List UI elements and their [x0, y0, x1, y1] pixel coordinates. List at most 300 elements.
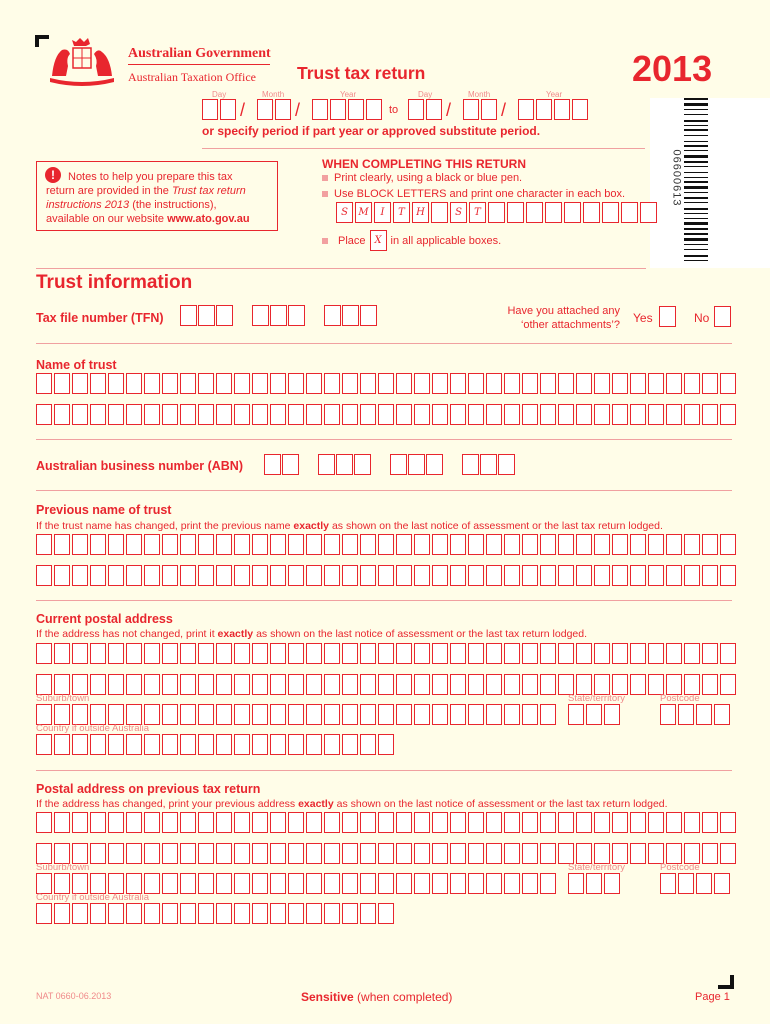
char-box[interactable]: [234, 565, 250, 586]
char-box[interactable]: [630, 565, 646, 586]
char-box[interactable]: [396, 404, 412, 425]
char-box[interactable]: [72, 903, 88, 924]
char-box[interactable]: [288, 903, 304, 924]
char-box[interactable]: [396, 643, 412, 664]
char-box[interactable]: [540, 404, 556, 425]
char-box[interactable]: [306, 734, 322, 755]
char-box[interactable]: [612, 643, 628, 664]
char-box[interactable]: [90, 643, 106, 664]
char-box[interactable]: [378, 565, 394, 586]
char-box[interactable]: [720, 404, 736, 425]
char-box[interactable]: [486, 873, 502, 894]
char-box[interactable]: [504, 534, 520, 555]
char-box[interactable]: [252, 812, 268, 833]
char-box[interactable]: [450, 404, 466, 425]
char-box[interactable]: [54, 843, 70, 864]
char-box[interactable]: [162, 734, 178, 755]
char-box[interactable]: [666, 404, 682, 425]
char-box[interactable]: [414, 373, 430, 394]
char-box[interactable]: [342, 565, 358, 586]
char-box[interactable]: [198, 534, 214, 555]
char-box[interactable]: [414, 704, 430, 725]
char-box[interactable]: [36, 903, 52, 924]
char-box[interactable]: [36, 404, 52, 425]
char-box[interactable]: [342, 373, 358, 394]
char-box[interactable]: [702, 843, 718, 864]
char-box[interactable]: [90, 534, 106, 555]
char-box[interactable]: [468, 873, 484, 894]
char-box[interactable]: [54, 643, 70, 664]
char-box[interactable]: [720, 843, 736, 864]
char-box[interactable]: [594, 643, 610, 664]
char-box[interactable]: [414, 812, 430, 833]
char-box[interactable]: [468, 674, 484, 695]
char-box[interactable]: [198, 373, 214, 394]
char-box[interactable]: [180, 843, 196, 864]
char-box[interactable]: [576, 812, 592, 833]
char-box[interactable]: [342, 674, 358, 695]
char-box[interactable]: [468, 534, 484, 555]
period-end-day[interactable]: [408, 99, 442, 120]
char-box[interactable]: [702, 404, 718, 425]
char-box[interactable]: [36, 565, 52, 586]
char-box[interactable]: [54, 734, 70, 755]
char-box[interactable]: [540, 373, 556, 394]
char-box[interactable]: [612, 812, 628, 833]
digit-box[interactable]: [336, 454, 353, 475]
char-box[interactable]: [648, 373, 664, 394]
char-box[interactable]: [54, 903, 70, 924]
char-box[interactable]: [696, 704, 712, 725]
char-box[interactable]: [72, 873, 88, 894]
char-box[interactable]: [522, 812, 538, 833]
char-box[interactable]: [126, 734, 142, 755]
char-box[interactable]: [108, 565, 124, 586]
char-box[interactable]: [252, 674, 268, 695]
digit-box[interactable]: [318, 454, 335, 475]
digit-box[interactable]: [360, 305, 377, 326]
char-box[interactable]: [72, 734, 88, 755]
period-start-day[interactable]: [202, 99, 236, 120]
period-end-month[interactable]: [463, 99, 497, 120]
char-box[interactable]: [198, 704, 214, 725]
char-box[interactable]: [522, 404, 538, 425]
char-box[interactable]: [720, 643, 736, 664]
char-box[interactable]: [342, 643, 358, 664]
char-box[interactable]: [558, 843, 574, 864]
char-box[interactable]: [108, 534, 124, 555]
char-box[interactable]: [126, 674, 142, 695]
char-box[interactable]: [54, 373, 70, 394]
char-box[interactable]: [360, 734, 376, 755]
char-box[interactable]: [288, 734, 304, 755]
char-box[interactable]: [144, 373, 160, 394]
char-box[interactable]: [432, 674, 448, 695]
char-box[interactable]: [288, 373, 304, 394]
char-box[interactable]: [72, 812, 88, 833]
char-box[interactable]: [216, 373, 232, 394]
char-box[interactable]: [180, 873, 196, 894]
char-box[interactable]: [234, 734, 250, 755]
char-box[interactable]: [540, 565, 556, 586]
char-box[interactable]: [90, 565, 106, 586]
current-country-input[interactable]: [36, 734, 394, 755]
char-box[interactable]: [630, 843, 646, 864]
char-box[interactable]: [378, 873, 394, 894]
digit-box[interactable]: [252, 305, 269, 326]
char-box[interactable]: [126, 404, 142, 425]
char-box[interactable]: [414, 565, 430, 586]
char-box[interactable]: [108, 873, 124, 894]
char-box[interactable]: [630, 373, 646, 394]
char-box[interactable]: [594, 373, 610, 394]
char-box[interactable]: [90, 873, 106, 894]
char-box[interactable]: [270, 404, 286, 425]
char-box[interactable]: [396, 674, 412, 695]
char-box[interactable]: [576, 843, 592, 864]
char-box[interactable]: [126, 903, 142, 924]
char-box[interactable]: [648, 534, 664, 555]
char-box[interactable]: [306, 534, 322, 555]
char-box[interactable]: [198, 565, 214, 586]
char-box[interactable]: [180, 674, 196, 695]
char-box[interactable]: [648, 643, 664, 664]
char-box[interactable]: [486, 704, 502, 725]
char-box[interactable]: [558, 812, 574, 833]
char-box[interactable]: [432, 373, 448, 394]
char-box[interactable]: [126, 704, 142, 725]
char-box[interactable]: [450, 674, 466, 695]
char-box[interactable]: [558, 643, 574, 664]
char-box[interactable]: [288, 404, 304, 425]
char-box[interactable]: [540, 643, 556, 664]
char-box[interactable]: [306, 565, 322, 586]
char-box[interactable]: [540, 704, 556, 725]
char-box[interactable]: [144, 565, 160, 586]
char-box[interactable]: [54, 812, 70, 833]
char-box[interactable]: [288, 812, 304, 833]
char-box[interactable]: [36, 373, 52, 394]
digit-box[interactable]: [216, 305, 233, 326]
char-box[interactable]: [324, 643, 340, 664]
char-box[interactable]: [72, 704, 88, 725]
char-box[interactable]: [630, 534, 646, 555]
char-box[interactable]: [126, 873, 142, 894]
char-box[interactable]: [216, 565, 232, 586]
char-box[interactable]: [180, 734, 196, 755]
char-box[interactable]: [162, 843, 178, 864]
char-box[interactable]: [90, 404, 106, 425]
char-box[interactable]: [144, 674, 160, 695]
char-box[interactable]: [36, 812, 52, 833]
char-box[interactable]: [666, 643, 682, 664]
char-box[interactable]: [144, 873, 160, 894]
char-box[interactable]: [522, 565, 538, 586]
char-box[interactable]: [288, 873, 304, 894]
char-box[interactable]: [604, 873, 620, 894]
char-box[interactable]: [666, 843, 682, 864]
char-box[interactable]: [558, 373, 574, 394]
char-box[interactable]: [90, 903, 106, 924]
char-box[interactable]: [666, 674, 682, 695]
char-box[interactable]: [648, 843, 664, 864]
char-box[interactable]: [216, 674, 232, 695]
char-box[interactable]: [648, 404, 664, 425]
char-box[interactable]: [234, 704, 250, 725]
char-box[interactable]: [594, 565, 610, 586]
char-box[interactable]: [468, 404, 484, 425]
char-box[interactable]: [702, 674, 718, 695]
char-box[interactable]: [234, 843, 250, 864]
char-box[interactable]: [576, 643, 592, 664]
char-box[interactable]: [684, 404, 700, 425]
char-box[interactable]: [108, 643, 124, 664]
char-box[interactable]: [72, 565, 88, 586]
char-box[interactable]: [180, 643, 196, 664]
char-box[interactable]: [540, 873, 556, 894]
char-box[interactable]: [306, 704, 322, 725]
no-checkbox[interactable]: [714, 306, 731, 327]
char-box[interactable]: [360, 704, 376, 725]
char-box[interactable]: [630, 404, 646, 425]
char-box[interactable]: [306, 643, 322, 664]
char-box[interactable]: [450, 843, 466, 864]
char-box[interactable]: [180, 812, 196, 833]
char-box[interactable]: [162, 674, 178, 695]
char-box[interactable]: [306, 812, 322, 833]
char-box[interactable]: [450, 643, 466, 664]
previous-suburb-input[interactable]: [36, 873, 556, 894]
previous-state-input[interactable]: [568, 873, 620, 894]
char-box[interactable]: [396, 843, 412, 864]
previous-country-input[interactable]: [36, 903, 394, 924]
char-box[interactable]: [180, 565, 196, 586]
period-start-year[interactable]: [312, 99, 382, 120]
char-box[interactable]: [324, 373, 340, 394]
char-box[interactable]: [162, 903, 178, 924]
char-box[interactable]: [144, 903, 160, 924]
website-link[interactable]: www.ato.gov.au: [167, 213, 250, 225]
char-box[interactable]: [180, 404, 196, 425]
char-box[interactable]: [678, 704, 694, 725]
char-box[interactable]: [360, 404, 376, 425]
char-box[interactable]: [504, 674, 520, 695]
previous-postcode-input[interactable]: [660, 873, 730, 894]
current-address-line-1[interactable]: [36, 643, 736, 664]
char-box[interactable]: [360, 534, 376, 555]
char-box[interactable]: [504, 873, 520, 894]
char-box[interactable]: [324, 734, 340, 755]
char-box[interactable]: [540, 674, 556, 695]
char-box[interactable]: [666, 373, 682, 394]
char-box[interactable]: [702, 373, 718, 394]
char-box[interactable]: [666, 534, 682, 555]
char-box[interactable]: [432, 404, 448, 425]
char-box[interactable]: [684, 565, 700, 586]
period-start-month[interactable]: [257, 99, 291, 120]
char-box[interactable]: [144, 843, 160, 864]
char-box[interactable]: [270, 565, 286, 586]
char-box[interactable]: [396, 565, 412, 586]
char-box[interactable]: [162, 643, 178, 664]
current-postcode-input[interactable]: [660, 704, 730, 725]
char-box[interactable]: [714, 873, 730, 894]
current-suburb-input[interactable]: [36, 704, 556, 725]
char-box[interactable]: [504, 812, 520, 833]
digit-box[interactable]: [282, 454, 299, 475]
char-box[interactable]: [324, 404, 340, 425]
char-box[interactable]: [144, 643, 160, 664]
char-box[interactable]: [252, 734, 268, 755]
char-box[interactable]: [468, 373, 484, 394]
char-box[interactable]: [702, 534, 718, 555]
digit-box[interactable]: [288, 305, 305, 326]
char-box[interactable]: [684, 674, 700, 695]
char-box[interactable]: [270, 873, 286, 894]
previous-address-line-2[interactable]: [36, 843, 736, 864]
char-box[interactable]: [126, 812, 142, 833]
char-box[interactable]: [288, 643, 304, 664]
char-box[interactable]: [288, 704, 304, 725]
digit-group[interactable]: [252, 305, 305, 326]
char-box[interactable]: [450, 812, 466, 833]
char-box[interactable]: [432, 812, 448, 833]
current-state-input[interactable]: [568, 704, 620, 725]
char-box[interactable]: [90, 734, 106, 755]
char-box[interactable]: [180, 373, 196, 394]
char-box[interactable]: [360, 674, 376, 695]
char-box[interactable]: [144, 704, 160, 725]
char-box[interactable]: [216, 734, 232, 755]
char-box[interactable]: [306, 404, 322, 425]
char-box[interactable]: [54, 534, 70, 555]
char-box[interactable]: [414, 873, 430, 894]
char-box[interactable]: [126, 643, 142, 664]
char-box[interactable]: [558, 534, 574, 555]
char-box[interactable]: [432, 643, 448, 664]
char-box[interactable]: [252, 373, 268, 394]
char-box[interactable]: [678, 873, 694, 894]
char-box[interactable]: [36, 873, 52, 894]
char-box[interactable]: [108, 704, 124, 725]
char-box[interactable]: [324, 704, 340, 725]
char-box[interactable]: [126, 565, 142, 586]
char-box[interactable]: [270, 373, 286, 394]
char-box[interactable]: [108, 373, 124, 394]
char-box[interactable]: [54, 565, 70, 586]
char-box[interactable]: [504, 643, 520, 664]
char-box[interactable]: [612, 534, 628, 555]
char-box[interactable]: [252, 873, 268, 894]
char-box[interactable]: [252, 534, 268, 555]
char-box[interactable]: [684, 843, 700, 864]
char-box[interactable]: [504, 373, 520, 394]
char-box[interactable]: [234, 373, 250, 394]
char-box[interactable]: [486, 404, 502, 425]
char-box[interactable]: [396, 534, 412, 555]
char-box[interactable]: [198, 873, 214, 894]
digit-box[interactable]: [390, 454, 407, 475]
char-box[interactable]: [648, 674, 664, 695]
name-of-trust-line-1[interactable]: [36, 373, 736, 394]
char-box[interactable]: [324, 812, 340, 833]
char-box[interactable]: [660, 873, 676, 894]
char-box[interactable]: [126, 373, 142, 394]
char-box[interactable]: [270, 812, 286, 833]
char-box[interactable]: [306, 843, 322, 864]
previous-address-line-1[interactable]: [36, 812, 736, 833]
char-box[interactable]: [432, 534, 448, 555]
char-box[interactable]: [342, 903, 358, 924]
char-box[interactable]: [306, 373, 322, 394]
char-box[interactable]: [450, 873, 466, 894]
char-box[interactable]: [720, 812, 736, 833]
char-box[interactable]: [666, 812, 682, 833]
char-box[interactable]: [216, 704, 232, 725]
char-box[interactable]: [180, 534, 196, 555]
char-box[interactable]: [378, 704, 394, 725]
char-box[interactable]: [504, 404, 520, 425]
char-box[interactable]: [90, 704, 106, 725]
char-box[interactable]: [108, 734, 124, 755]
char-box[interactable]: [648, 812, 664, 833]
char-box[interactable]: [378, 643, 394, 664]
char-box[interactable]: [522, 704, 538, 725]
char-box[interactable]: [306, 873, 322, 894]
char-box[interactable]: [162, 704, 178, 725]
char-box[interactable]: [180, 704, 196, 725]
char-box[interactable]: [378, 843, 394, 864]
char-box[interactable]: [252, 404, 268, 425]
char-box[interactable]: [270, 534, 286, 555]
char-box[interactable]: [342, 704, 358, 725]
char-box[interactable]: [450, 534, 466, 555]
char-box[interactable]: [198, 734, 214, 755]
char-box[interactable]: [270, 843, 286, 864]
char-box[interactable]: [396, 873, 412, 894]
char-box[interactable]: [702, 643, 718, 664]
char-box[interactable]: [450, 565, 466, 586]
char-box[interactable]: [568, 873, 584, 894]
char-box[interactable]: [522, 643, 538, 664]
char-box[interactable]: [630, 674, 646, 695]
char-box[interactable]: [324, 565, 340, 586]
char-box[interactable]: [72, 404, 88, 425]
char-box[interactable]: [216, 843, 232, 864]
char-box[interactable]: [72, 843, 88, 864]
char-box[interactable]: [324, 843, 340, 864]
char-box[interactable]: [594, 843, 610, 864]
char-box[interactable]: [360, 873, 376, 894]
digit-group[interactable]: [264, 454, 299, 475]
char-box[interactable]: [324, 534, 340, 555]
char-box[interactable]: [594, 674, 610, 695]
char-box[interactable]: [234, 903, 250, 924]
char-box[interactable]: [684, 534, 700, 555]
char-box[interactable]: [558, 565, 574, 586]
char-box[interactable]: [216, 534, 232, 555]
char-box[interactable]: [558, 404, 574, 425]
char-box[interactable]: [468, 643, 484, 664]
char-box[interactable]: [108, 843, 124, 864]
char-box[interactable]: [360, 565, 376, 586]
char-box[interactable]: [432, 873, 448, 894]
char-box[interactable]: [270, 903, 286, 924]
char-box[interactable]: [324, 903, 340, 924]
char-box[interactable]: [414, 643, 430, 664]
char-box[interactable]: [90, 373, 106, 394]
char-box[interactable]: [360, 843, 376, 864]
